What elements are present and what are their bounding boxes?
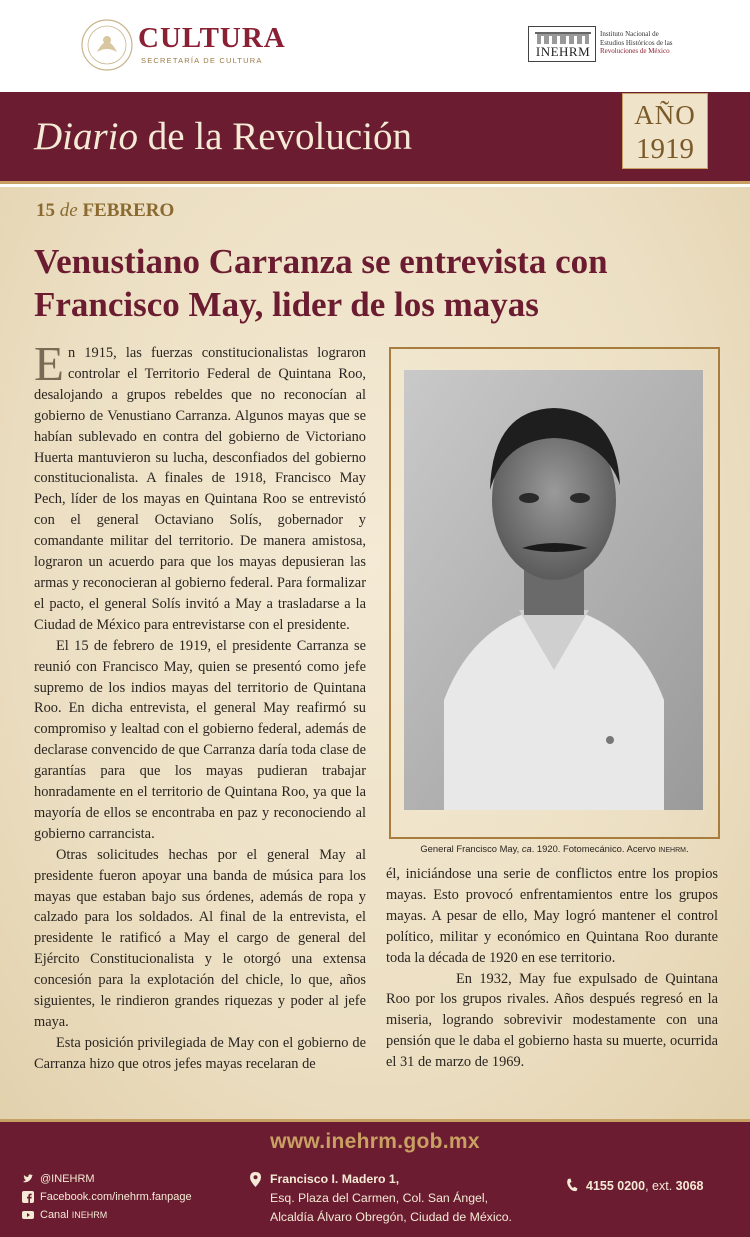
youtube-pre: Canal: [40, 1209, 72, 1221]
diary-title: [34, 114, 412, 159]
address-line-2: Esq. Plaza del Carmen, Col. San Ángel,: [270, 1191, 489, 1205]
address-line-3: Alcaldía Álvaro Obregón, Ciudad de México.: [270, 1210, 512, 1224]
date-day: 15: [36, 200, 55, 221]
article-date: [36, 200, 174, 222]
caption-end: .: [685, 843, 689, 854]
mexico-seal-icon: [80, 18, 134, 72]
twitter-handle: @INEHRM: [40, 1173, 95, 1185]
year-box: [622, 93, 708, 169]
phone-icon: [566, 1178, 578, 1192]
paragraph-3: Otras solicitudes hechas por el general May al presidente fueron apoyar una banda de música para los mayas que estaban bajo sus órdenes, además de ropa y calzado para los soldados. Al final de la entrevista, el presidente le ratificó a May el cargo de general del Ejército Constitucionalista y le otorgó una extensa concesión para la explotación del chicle, lo que, años siguientes, le rindieron grandes riquezas y poder al jefe maya.: [34, 846, 366, 1030]
paragraph-4: Esta posición privilegiada de May con el gobierno de Carranza hizo que otros jefes mayas recelaran de: [34, 1034, 366, 1072]
article-headline: Venustiano Carranza se entrevista con Francisco May, lider de los mayas: [34, 242, 608, 324]
youtube-icon: [22, 1209, 34, 1221]
address-line-1: Francisco I. Madero 1,: [270, 1172, 400, 1186]
article-column-right: [386, 864, 718, 1073]
diary-title-rest: de la Revolución: [138, 115, 413, 158]
inehrm-box: [528, 26, 596, 62]
cultura-title: CULTURA: [138, 22, 286, 54]
phone-ext-label: , ext.: [645, 1179, 676, 1193]
diary-title-italic: Diario: [34, 115, 139, 158]
inehrm-acronym: INEHRM: [535, 44, 591, 59]
location-pin-icon: [250, 1172, 261, 1187]
paragraph-5: él, iniciándose una serie de conflictos entre los propios mayas. Esto provocó enfrentamientos entre los grupos mayas. A pesar de ello, May logró mantener el control político, militar y económico en Quintana Roo durante toda la década de 1920 en ese territorio.: [386, 866, 718, 966]
paragraph-2: El 15 de febrero de 1919, el presidente Carranza se reunió con Francisco May, quien se presentó como jefe supremo de los indios mayas del territorio de Quintana Roo. En dicha entrevista, el general May reafirmó su compromiso y lealtad con el gobierno federal, además de declarase convencido de que Carranza daría toda clase de garantías para que los mayas pudieran trabajar honradamente en el territorio de Quintana Roo, ya que la mayoría de ellos se encontraba en paz y reconociendo al gobierno carrancista.: [34, 637, 366, 842]
facebook-link[interactable]: [22, 1188, 192, 1206]
phone-number: 4155 0200: [586, 1179, 646, 1193]
paragraph-1: [34, 336, 366, 636]
cultura-subtitle: SECRETARÍA DE CULTURA: [141, 56, 263, 65]
phone-extension: 3068: [675, 1179, 704, 1193]
caption-ca: ca: [521, 843, 532, 854]
website-link[interactable]: www.inehrm.gob.mx: [270, 1130, 480, 1153]
building-icon: [535, 30, 591, 44]
paragraph-1-text: n 1915, las fuerzas constitucionalistas lograron controlar el Territorio Federal de Quintana Roo, desalojando a grupos rebeldes que no reconocían al gobierno de Venustiano Carranza. Algunos mayas que se habían sublevado en contra del gobierno de Victoriano Huerta mantuvieron su lucha, desconfiados del gobierno constitucionalista. A finales de 1918, Francisco May Pech, líder de los mayas en Quintana Roo se entrevistó con el general Octaviano Solís, gobernador y comandante militar del territorio. De manera amistosa, lograron un acuerdo para que los mayas depusieran las armas y reconocieran al gobierno federal. Para formalizar el pacto, el general Solís invitó a May a trasladarse a la Ciudad de México para entrevistarse con el presidente.: [34, 345, 366, 633]
drop-cap: E: [34, 336, 64, 391]
facebook-icon: [22, 1191, 34, 1203]
caption-pre: General Francisco May,: [420, 843, 522, 854]
inehrm-logo: [528, 26, 688, 66]
twitter-icon: [22, 1173, 34, 1185]
youtube-org: INEHRM: [71, 1210, 108, 1220]
year-label: AÑO: [634, 100, 696, 130]
address-block: [250, 1170, 512, 1227]
youtube-channel: [40, 1206, 107, 1224]
caption-org: INEHRM: [658, 847, 686, 854]
inehrm-fullname: [600, 30, 690, 56]
inehrm-line1: Instituto Nacional de: [600, 30, 659, 38]
inehrm-line3: Revoluciones de México: [600, 47, 670, 55]
date-month: FEBRERO: [82, 200, 175, 221]
facebook-page: Facebook.com/inehrm.fanpage: [40, 1191, 192, 1203]
social-links: [22, 1170, 192, 1224]
portrait-photo: [404, 370, 703, 810]
inehrm-line2: Estudios Históricos de las: [600, 38, 673, 47]
date-de: de: [55, 200, 83, 221]
photo-caption: [389, 843, 720, 854]
twitter-link[interactable]: [22, 1170, 192, 1188]
youtube-link[interactable]: [22, 1206, 192, 1224]
caption-mid: . 1920. Fotomecánico. Acervo: [531, 843, 659, 854]
year-number: 1919: [636, 133, 694, 165]
article-column-left: [34, 336, 366, 1075]
phone-contact[interactable]: [566, 1178, 703, 1193]
paragraph-6: En 1932, May fue expulsado de Quintana Roo por los grupos rivales. Años después regresó en la miseria, logrando sobrevivir modestamente con una pensión que le daba el gobierno hasta su muerte, ocurrida el 31 de marzo de 1969.: [386, 970, 718, 1071]
